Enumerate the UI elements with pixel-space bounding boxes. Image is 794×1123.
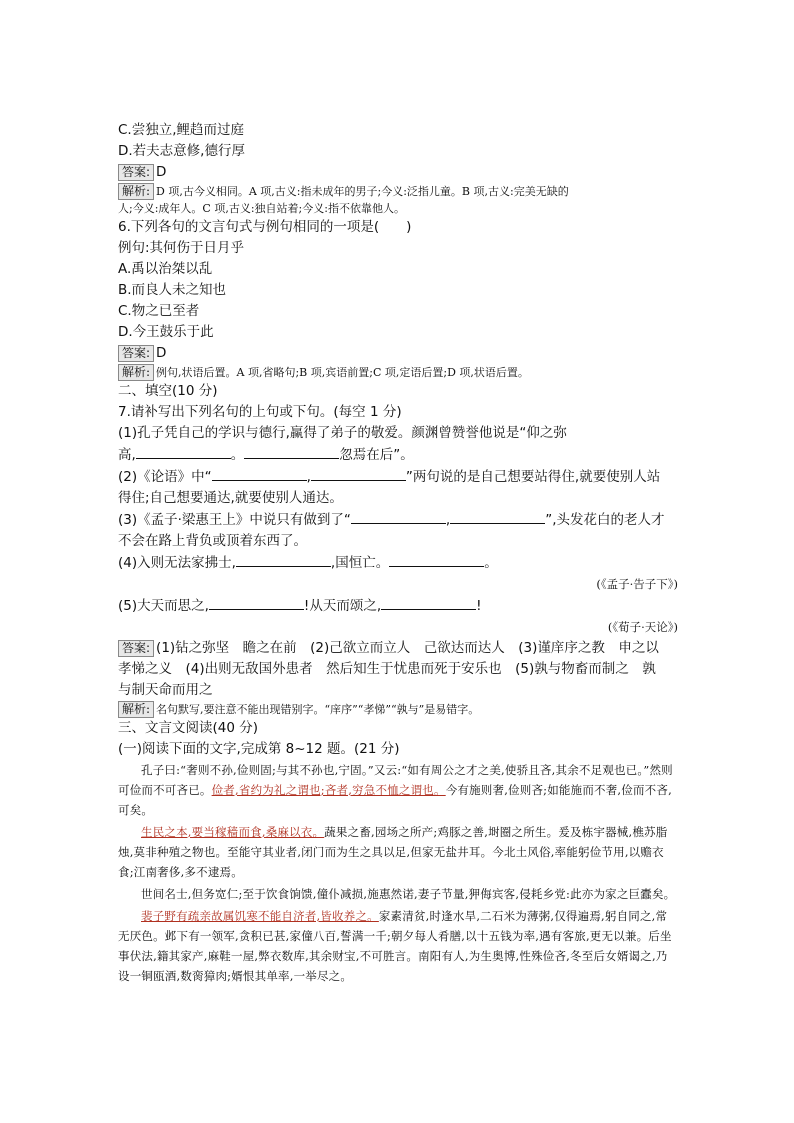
underlined-sentence: 裴子野有疏亲故属饥寒不能自济者,皆收养之。 — [141, 909, 379, 923]
analysis-tag: 解析: — [118, 701, 154, 718]
text: 高, — [118, 447, 136, 463]
q7-stem: 7.请补写出下列名句的上句或下句。(每空 1 分) — [118, 404, 402, 420]
fill-blank[interactable] — [351, 509, 446, 524]
q7-part3-line1 — [118, 509, 678, 531]
q7-answer-line3: 与制天命而用之 — [118, 682, 213, 698]
fill-blank[interactable] — [136, 444, 231, 459]
q5-option-c: C.尝独立,鲤趋而过庭 — [118, 122, 245, 138]
q5-analysis-cont: 人;今义:成年人。C 项,古义:独自站着;今义:指不依靠他人。 — [118, 202, 405, 215]
passage-text: 家素清贫,时逢水旱,二石米为薄粥,仅得遍焉,躬自同之,常无厌色。邺下有一领军,贪积已甚,家僮八百,誓满一千;朝夕每人肴膳,以十五钱为率,遇有客旅,更无以兼。后坐事伏法,籍其家产,麻鞋一屋,弊衣数库,其余财宝,不可胜言。南阳有人,为生奥博,性殊俭吝,冬至后女婿谒之,乃设一铜瓯酒,数脔獐肉;婿恨其单率,一举尽之。 — [118, 909, 672, 983]
q7-part5 — [118, 595, 678, 617]
q6-option-d: D.今王鼓乐于此 — [118, 324, 214, 340]
answer-value: D — [156, 345, 167, 361]
passage-paragraph-2 — [118, 822, 678, 882]
q7-part2-line1 — [118, 466, 678, 488]
q7-part1-line1: (1)孔子凭自己的学识与德行,赢得了弟子的敬爱。颜渊曾赞誉他说是“仰之弥 — [118, 425, 567, 441]
q7-part4 — [118, 552, 678, 574]
passage-paragraph-3: 世间名士,但务宽仁;至于饮食饷馈,僮仆减损,施惠然诺,妻子节量,狎侮宾客,侵耗乡党:此亦为家之巨蠹矣。 — [141, 887, 676, 901]
text: 忽焉在后”。 — [339, 447, 414, 463]
answer-tag: 答案: — [118, 640, 154, 657]
passage-paragraph-4 — [118, 906, 678, 986]
q6-answer — [118, 343, 678, 364]
q6-analysis — [118, 364, 678, 381]
text: ,国恒亡。 — [330, 555, 390, 571]
analysis-text: 名句默写,要注意不能出现错别字。“庠序”“孝悌”“孰与”是易错字。 — [156, 703, 480, 716]
underlined-sentence: 生民之本,要当稼穑而食,桑麻以衣。 — [141, 825, 325, 839]
q7-part5-source: (《荀子·天论》) — [607, 620, 678, 634]
text: 。 — [230, 447, 245, 463]
fill-blank[interactable] — [389, 552, 484, 567]
q7-part4-source: (《孟子·告子下》) — [596, 577, 678, 591]
q6-stem: 6.下列各句的文言句式与例句相同的一项是( ) — [118, 219, 412, 235]
analysis-tag: 解析: — [118, 364, 154, 381]
q5-analysis — [118, 183, 678, 200]
text: 。 — [484, 555, 498, 571]
document-page — [118, 120, 678, 986]
text: , — [445, 512, 451, 528]
q5-answer — [118, 162, 678, 183]
fill-blank[interactable] — [311, 466, 406, 481]
text: !从天而颂之, — [303, 598, 382, 614]
q7-part3-line2: 不会在路上背负或顶着东西了。 — [118, 533, 307, 549]
underlined-sentence: 俭者,省约为礼之谓也;吝者,穷急不恤之谓也。 — [211, 783, 446, 797]
reading-1-title: (一)阅读下面的文字,完成第 8~12 题。(21 分) — [118, 741, 400, 757]
text: (5)大天而思之, — [118, 598, 209, 614]
text: ”,头发花白的老人才 — [545, 512, 665, 528]
q7-answer-line2: 孝悌之义 (4)出则无敌国外患者 然后知生于忧患而死于安乐也 (5)孰与物畜而制之 孰 — [118, 661, 656, 677]
fill-blank[interactable] — [209, 595, 304, 610]
passage-text: 蔬果之畜,园场之所产;鸡豚之善,埘圈之所生。爰及栋宇器械,樵苏脂烛,莫非种殖之物也。至能守其业者,闭门而为生之具以足,但家无盐井耳。今北土风俗,率能躬俭节用,以赡衣食;江南奢侈,多不逮焉。 — [118, 825, 668, 879]
q7-part2-line2: 得住;自己想要通达,就要使别人通达。 — [118, 490, 343, 506]
q7-analysis — [118, 701, 678, 718]
section-2-title: 二、填空(10 分) — [118, 383, 218, 399]
q6-option-a: A.禹以治桀以乱 — [118, 261, 213, 277]
passage-paragraph-1 — [118, 760, 678, 820]
answer-tag: 答案: — [118, 345, 154, 362]
analysis-tag: 解析: — [118, 183, 154, 200]
fill-blank[interactable] — [381, 595, 476, 610]
q5-option-d: D.若夫志意修,德行厚 — [118, 143, 245, 159]
fill-blank[interactable] — [212, 466, 307, 481]
text: (4)入则无法家拂士, — [118, 555, 236, 571]
text: (2)《论语》中“ — [118, 469, 212, 485]
passage-text: 孔子曰:“奢则不孙,俭则固;与其不孙也,宁固。”又云:“如有周公之才之美,使骄且吝,其余不足观也已。”然则可俭而不可吝已。 — [118, 763, 673, 797]
text: ! — [476, 598, 482, 614]
text: (3)《孟子·梁惠王上》中说只有做到了“ — [118, 512, 351, 528]
q6-option-c: C.物之已至者 — [118, 303, 200, 319]
answer-text: (1)钻之弥坚 瞻之在前 (2)己欲立而立人 己欲达而达人 (3)谨庠序之教 申之以 — [156, 640, 659, 656]
fill-blank[interactable] — [236, 552, 331, 567]
fill-blank[interactable] — [450, 509, 545, 524]
q6-example: 例句:其何伤于日月乎 — [118, 240, 245, 256]
q6-option-b: B.而良人未之知也 — [118, 282, 227, 298]
answer-value: D — [156, 164, 167, 180]
section-3-title: 三、文言文阅读(40 分) — [118, 720, 259, 736]
text: , — [306, 469, 311, 485]
analysis-text: D 项,古今义相同。A 项,古义:指未成年的男子;今义:泛指儿童。B 项,古义:完美无缺的 — [156, 185, 569, 198]
analysis-text: 例句,状语后置。A 项,省略句;B 项,宾语前置;C 项,定语后置;D 项,状语后置。 — [156, 366, 529, 379]
fill-blank[interactable] — [244, 444, 339, 459]
q7-answer-line1 — [118, 638, 678, 659]
text: ”两句说的是自己想要站得住,就要使别人站 — [405, 469, 661, 485]
passage-text: 今有施则奢,俭则吝;如能施而不奢,俭而不吝,可矣。 — [118, 783, 672, 817]
answer-tag: 答案: — [118, 164, 154, 181]
q7-part1-line2 — [118, 444, 678, 466]
